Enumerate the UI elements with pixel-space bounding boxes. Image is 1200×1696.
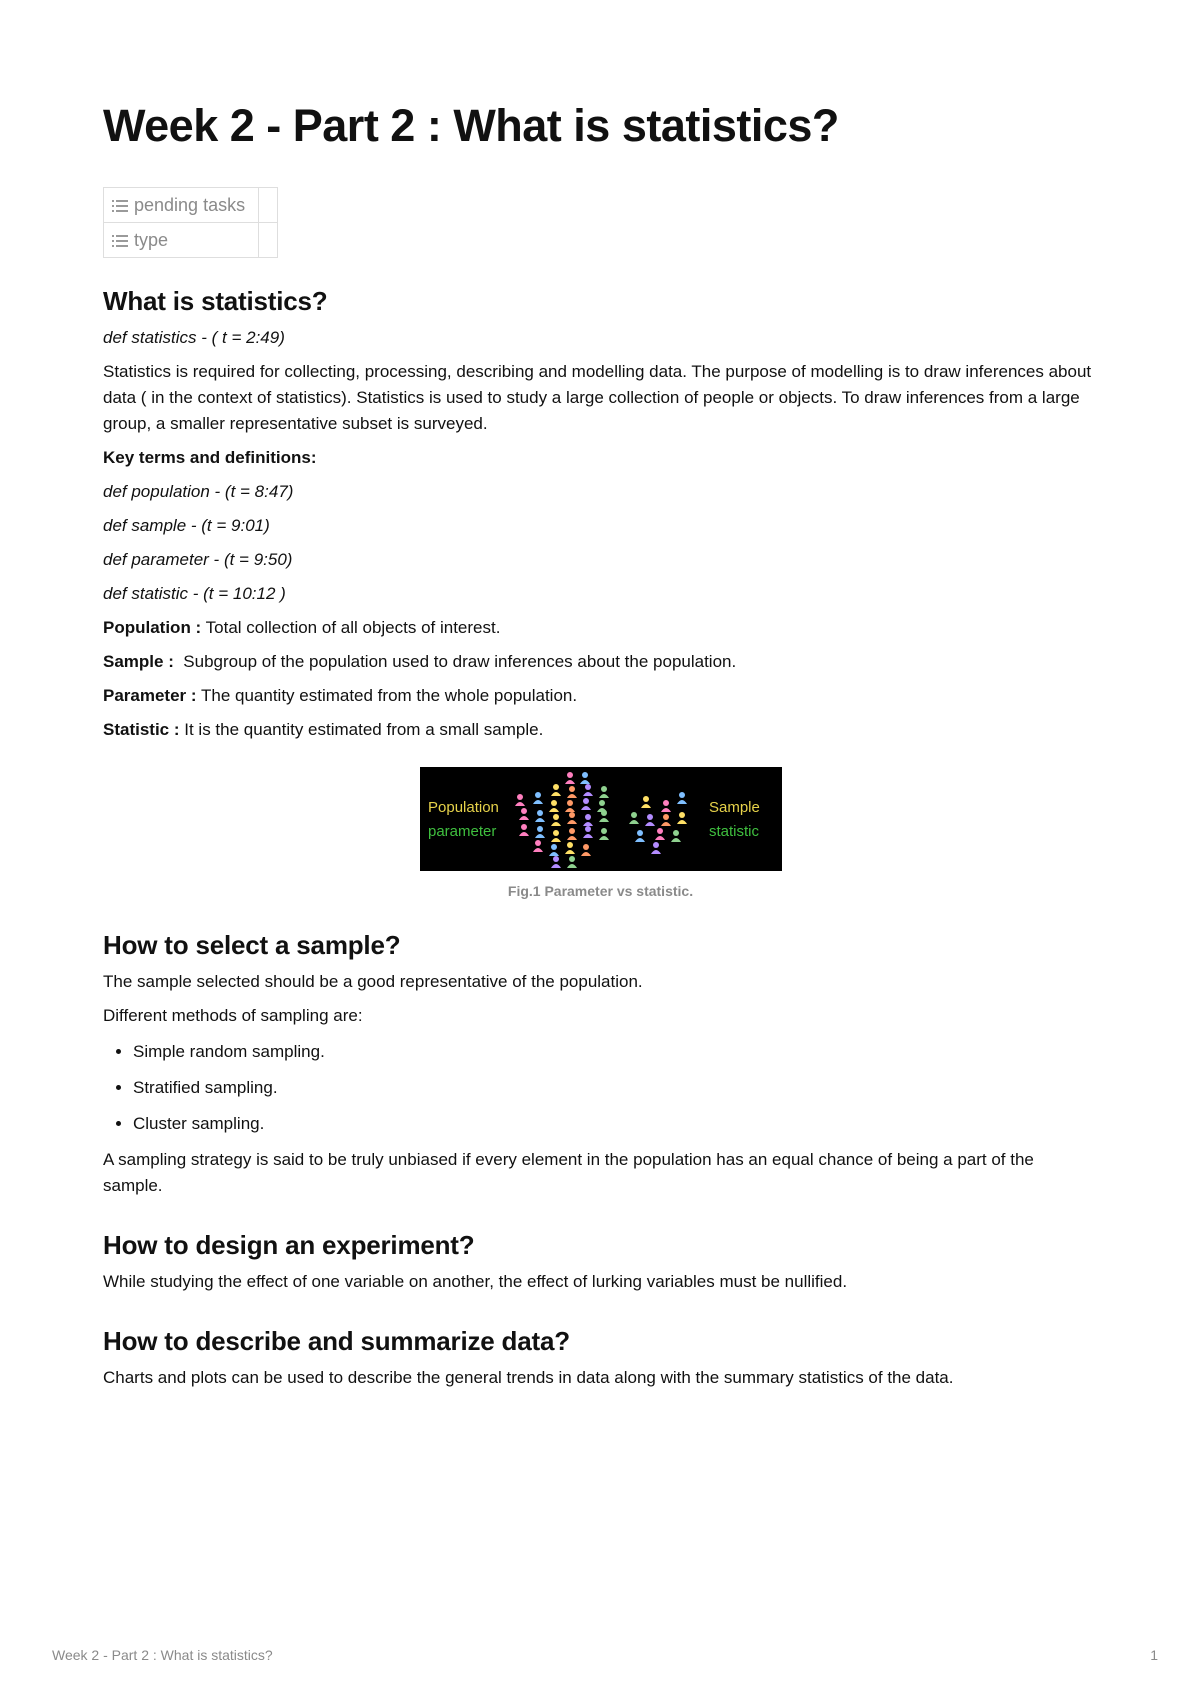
section-heading-select: How to select a sample? — [103, 930, 401, 960]
def-population: def population - (t = 8:47) — [103, 482, 294, 501]
definition-term: Population : — [103, 618, 202, 637]
figure-caption: Fig.1 Parameter vs statistic. — [507, 883, 694, 899]
figure-population-label: Population — [427, 799, 499, 816]
definition-statistic — [103, 717, 1098, 743]
figure-sample-label: Sample — [708, 799, 760, 816]
properties-table — [103, 187, 278, 258]
property-name-cell[interactable] — [104, 223, 259, 258]
definition-term: Parameter : — [103, 686, 197, 705]
select-paragraph-1: The sample selected should be a good representative of the population. — [103, 972, 643, 991]
page-content — [103, 283, 1098, 1391]
figure — [103, 767, 1098, 899]
list-icon — [112, 235, 128, 247]
describe-paragraph: Charts and plots can be used to describe the general trends in data along with the summary statistics of the data. — [103, 1368, 954, 1387]
footer-title: Week 2 - Part 2 : What is statistics? — [52, 1647, 273, 1663]
select-paragraph-3: A sampling strategy is said to be truly unbiased if every element in the population has an equal chance of being a part of the sample. — [103, 1150, 1034, 1195]
property-name: type — [134, 229, 169, 250]
design-paragraph: While studying the effect of one variable on another, the effect of lurking variables must be nullified. — [103, 1272, 848, 1291]
section-heading-describe: How to describe and summarize data? — [103, 1326, 570, 1356]
section-heading-design: How to design an experiment? — [103, 1230, 475, 1260]
list-item: • Simple random sampling. — [133, 1039, 1098, 1065]
def-statistic: def statistic - (t = 10:12 ) — [103, 584, 286, 603]
property-value-cell[interactable] — [259, 223, 278, 258]
population-sample-figure — [420, 767, 782, 871]
list-item: • Cluster sampling. — [133, 1111, 1098, 1137]
property-value-cell[interactable] — [259, 188, 278, 223]
definition-parameter — [103, 683, 1098, 709]
property-name-cell[interactable] — [104, 188, 259, 223]
property-row — [104, 188, 278, 223]
list-item: • Stratified sampling. — [133, 1075, 1098, 1101]
key-terms-label: Key terms and definitions: — [103, 448, 317, 467]
property-name: pending tasks — [134, 194, 246, 215]
property-row — [104, 223, 278, 258]
page-title: Week 2 - Part 2 : What is statistics? — [103, 100, 839, 151]
definition-term: Sample : — [103, 652, 174, 671]
definition-population — [103, 615, 1098, 641]
footer-page-number: 1 — [1150, 1647, 1158, 1663]
figure-parameter-label: parameter — [427, 823, 496, 840]
definition-text: Total collection of all objects of interest. — [201, 618, 501, 637]
definition-text: It is the quantity estimated from a small sample. — [179, 720, 544, 739]
figure-statistic-label: statistic — [708, 823, 759, 840]
paragraph-intro: Statistics is required for collecting, processing, describing and modelling data. The purpose of modelling is to draw inferences about data ( in the context of statistics). Statistics is used to study a large collection of people or objects. To draw inferences from a large group, a smaller representative subset is surveyed. — [103, 362, 1092, 433]
select-paragraph-2: Different methods of sampling are: — [103, 1006, 363, 1025]
definition-term: Statistic : — [103, 720, 180, 739]
list-icon — [112, 200, 128, 212]
definition-sample — [103, 649, 1098, 675]
def-parameter: def parameter - (t = 9:50) — [103, 550, 293, 569]
definition-text: The quantity estimated from the whole population. — [196, 686, 578, 705]
sampling-methods-list — [103, 1039, 1098, 1137]
def-statistics: def statistics - ( t = 2:49) — [103, 328, 285, 347]
definition-text: Subgroup of the population used to draw inferences about the population. — [173, 652, 737, 671]
def-sample: def sample - (t = 9:01) — [103, 516, 270, 535]
section-heading-what-is: What is statistics? — [103, 286, 328, 316]
